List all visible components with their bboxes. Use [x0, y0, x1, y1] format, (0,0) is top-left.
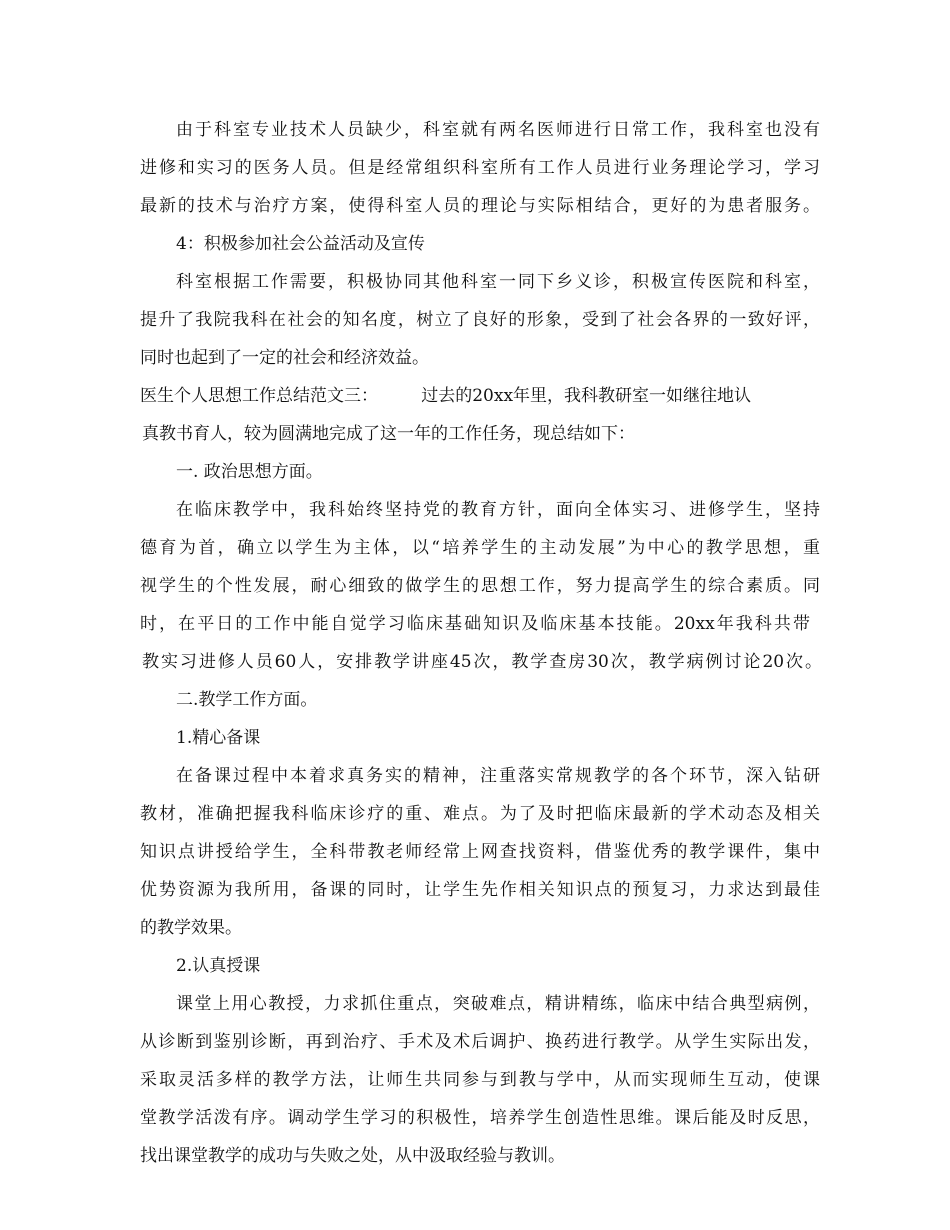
text-line-subheading: 1.精心备课 [176, 728, 261, 748]
text-line: 知识点讲授给学生，全科带教老师经常上网查找资料，借鉴优秀的教学课件，集中 [140, 842, 820, 862]
text-line: 时，在平日的工作中能自觉学习临床基础知识及临床基本技能。20xx年我科共带 [140, 614, 810, 634]
text-line-heading: 一. 政治思想方面。 [176, 462, 323, 482]
text-line: 课堂上用心教授，力求抓住重点，突破难点，精讲精练，临床中结合典型病例， [176, 994, 820, 1014]
text-line: 堂教学活泼有序。调动学生学习的积极性，培养学生创造性思维。课后能及时反思， [140, 1108, 820, 1128]
text-line: 提升了我院我科在社会的知名度，树立了良好的形象，受到了社会各界的一致好评， [140, 310, 820, 330]
text-line: 在备课过程中本着求真务实的精神，注重落实常规教学的各个环节，深入钻研 [176, 766, 820, 786]
text-line: 4：积极参加社会公益活动及宣传 [176, 234, 425, 254]
text-line: 优势资源为我所用，备课的同时，让学生先作相关知识点的预复习，力求达到最佳 [140, 880, 820, 900]
text-line: 科室根据工作需要，积极协同其他科室一同下乡义诊，积极宣传医院和科室， [176, 272, 820, 292]
text-line-section-heading: 医生个人思想工作总结范文三： 过去的20xx年里，我科教研室一如继往地认 [140, 386, 752, 406]
text-line-heading: 二.教学工作方面。 [176, 690, 318, 710]
text-line: 同时也起到了一定的社会和经济效益。 [140, 348, 429, 368]
text-line: 由于科室专业技术人员缺少，科室就有两名医师进行日常工作，我科室也没有 [176, 120, 820, 140]
text-line: 采取灵活多样的教学方法，让师生共同参与到教与学中，从而实现师生互动，使课 [140, 1070, 820, 1090]
text-line: 从诊断到鉴别诊断，再到治疗、手术及术后调护、换药进行教学。从学生实际出发， [140, 1032, 820, 1052]
text-line: 教实习进修人员60人，安排教学讲座45次，教学查房30次，教学病例讨论20次。 [142, 652, 822, 672]
text-line: 真教书育人，较为圆满地完成了这一年的工作任务，现总结如下： [142, 424, 635, 444]
text-line: 教材，准确把握我科临床诊疗的重、难点。为了及时把临床最新的学术动态及相关 [140, 804, 820, 824]
text-line-subheading: 2.认真授课 [176, 956, 261, 976]
text-line: 进修和实习的医务人员。但是经常组织科室所有工作人员进行业务理论学习，学习 [140, 158, 820, 178]
text-line: 德育为首，确立以学生为主体，以“培养学生的主动发展”为中心的教学思想，重 [140, 538, 820, 558]
text-line: 的教学效果。 [140, 918, 242, 938]
text-line: 视学生的个性发展，耐心细致的做学生的思想工作，努力提高学生的综合素质。同 [140, 576, 820, 596]
text-line: 找出课堂教学的成功与失败之处，从中汲取经验与教训。 [140, 1146, 565, 1166]
text-line: 在临床教学中，我科始终坚持党的教育方针，面向全体实习、进修学生，坚持 [176, 500, 820, 520]
text-line: 最新的技术与治疗方案，使得科室人员的理论与实际相结合，更好的为患者服务。 [140, 196, 820, 216]
